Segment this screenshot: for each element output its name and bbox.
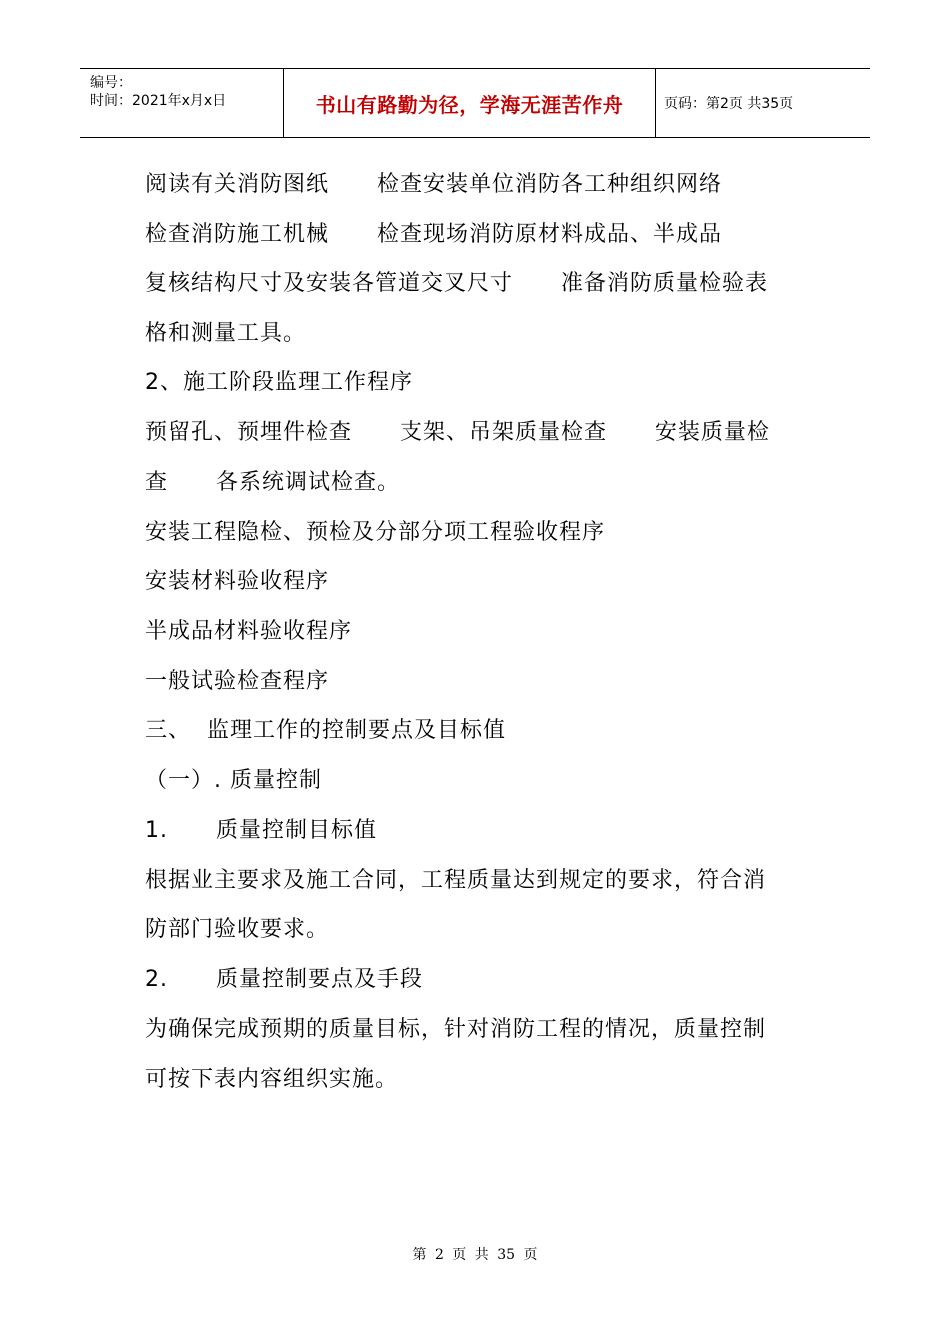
page-footer: 第 2 页 共 35 页: [412, 1247, 538, 1263]
body-line: 防部门验收要求。: [145, 917, 330, 942]
header-page-info: 页码：第2页 共35页: [664, 96, 794, 112]
body-line: 一般试验检查程序: [145, 669, 330, 694]
header-meta-cell: [80, 69, 284, 137]
body-line: 复核结构尺寸及安装各管道交叉尺寸 准备消防质量检验表: [145, 271, 768, 296]
body-line: 半成品材料验收程序: [145, 619, 353, 644]
document-number-label: 编号：: [90, 75, 132, 91]
header-motto: 书山有路勤为径，学海无涯苦作舟: [284, 69, 656, 137]
document-time-label: 时间：2021年x月x日: [90, 93, 227, 109]
body-line: 查 各系统调试检查。: [145, 470, 400, 495]
section-heading: 2、施工阶段监理工作程序: [145, 370, 413, 395]
body-line: 阅读有关消防图纸 检查安装单位消防各工种组织网络: [145, 172, 722, 197]
numbered-heading: 1. 质量控制目标值: [145, 818, 377, 843]
numbered-heading: 2. 质量控制要点及手段: [145, 967, 423, 992]
page-header-table: [80, 68, 870, 138]
subsection-heading: （一）. 质量控制: [145, 768, 322, 793]
body-line: 为确保完成预期的质量目标，针对消防工程的情况，质量控制: [145, 1017, 767, 1042]
body-line: 安装材料验收程序: [145, 569, 330, 594]
body-line: 可按下表内容组织实施。: [145, 1067, 399, 1092]
body-line: 格和测量工具。: [145, 321, 307, 346]
body-line: 检查消防施工机械 检查现场消防原材料成品、半成品: [145, 222, 722, 247]
body-line: 安装工程隐检、预检及分部分项工程验收程序: [145, 520, 606, 545]
body-line: 根据业主要求及施工合同，工程质量达到规定的要求，符合消: [145, 868, 767, 893]
section-heading: 三、 监理工作的控制要点及目标值: [145, 718, 506, 743]
body-line: 预留孔、预埋件检查 支架、吊架质量检查 安装质量检: [145, 420, 770, 445]
